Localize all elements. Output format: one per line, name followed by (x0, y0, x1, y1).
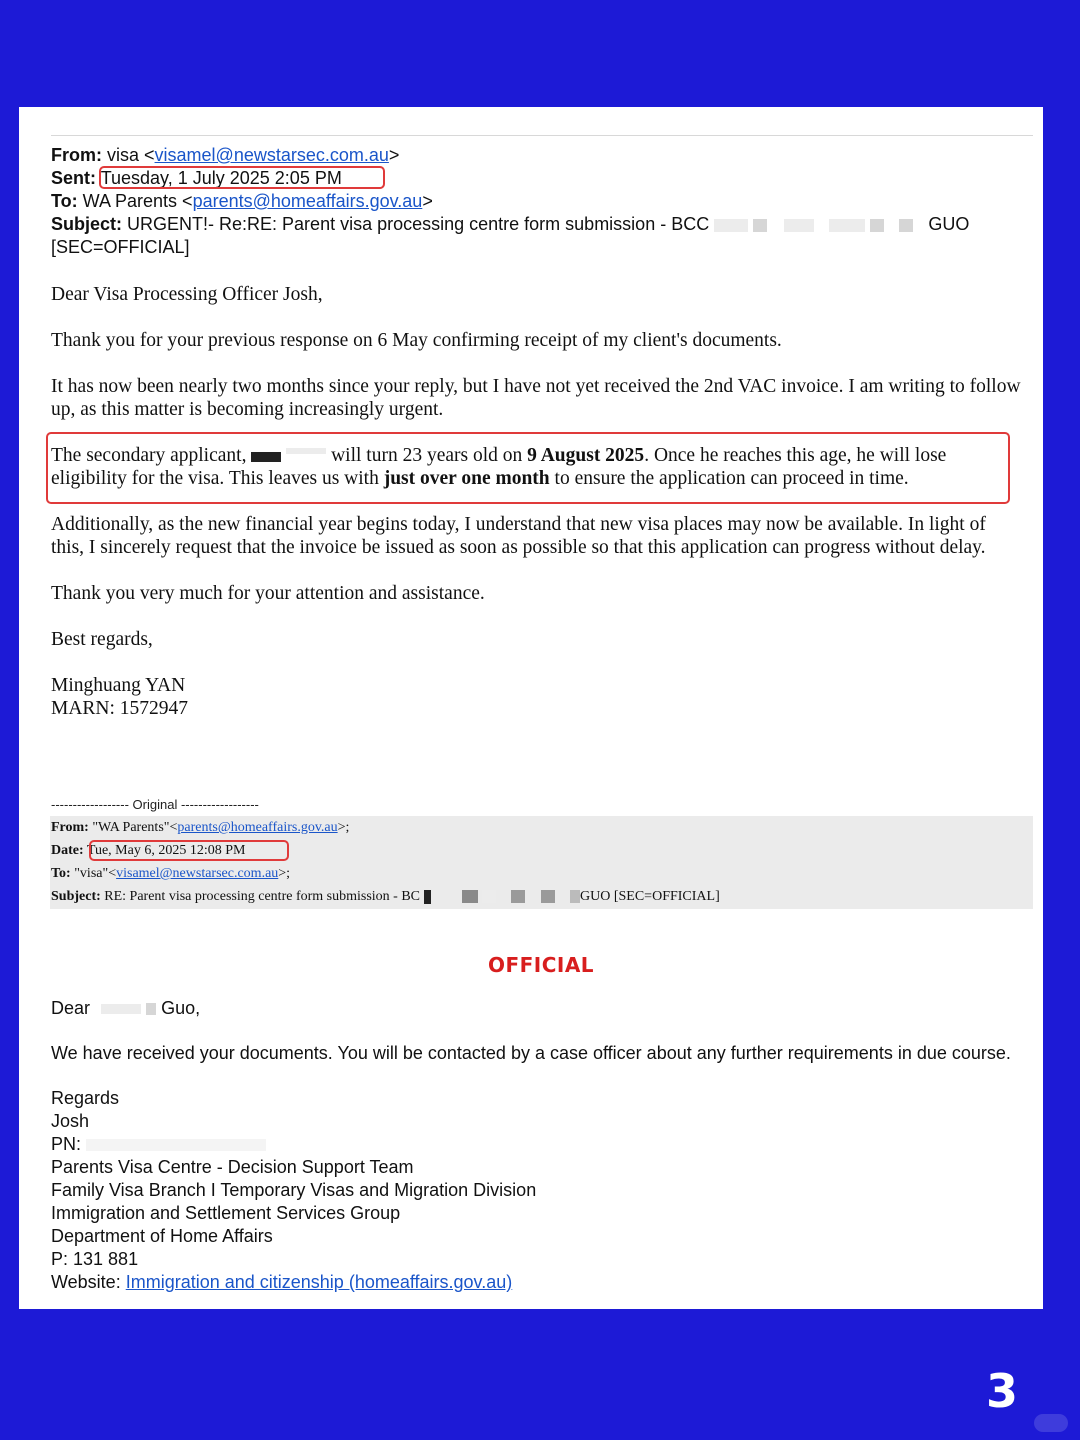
regards: Regards (51, 1088, 120, 1108)
redaction (870, 219, 884, 232)
to-close: > (422, 191, 433, 211)
redaction (829, 219, 865, 232)
redaction (899, 219, 913, 232)
pn-row (51, 1133, 1036, 1156)
paragraph: Thank you for your previous response on 6 May confirming receipt of my client's documents. (51, 330, 782, 351)
orig-to-close: >; (278, 866, 291, 881)
branch: Family Visa Branch I Temporary Visas and Migration Division (51, 1180, 537, 1200)
to-email-link[interactable]: parents@homeaffairs.gov.au (192, 191, 423, 211)
orig-subject-label: Subject: (51, 889, 101, 904)
email-header (51, 144, 1011, 259)
redaction (482, 890, 496, 903)
redaction (86, 1139, 266, 1151)
team: Parents Visa Centre - Decision Support Team (51, 1157, 414, 1177)
text: to ensure the application can proceed in time. (554, 468, 909, 489)
orig-to-label: To: (51, 866, 71, 881)
greeting: Dear Visa Processing Officer Josh, (51, 284, 323, 305)
official-label: OFFICIAL (487, 953, 595, 977)
redaction (462, 890, 478, 903)
subject-line2: [SEC=OFFICIAL] (51, 237, 190, 257)
sent-label: Sent: (51, 168, 96, 188)
sent-value: Tuesday, 1 July 2025 2:05 PM (100, 168, 342, 188)
orig-from-row (51, 816, 1033, 839)
paragraph: It has now been nearly two months since your reply, but I have not yet received the 2nd VAC invoice. I am writing to follow up, as this matter is becoming increasingly urgent. (51, 376, 1021, 420)
website-link[interactable]: Immigration and citizenship (homeaffairs.gov.au) (125, 1272, 513, 1292)
signature-marn: MARN: 1572947 (51, 698, 189, 719)
from-close: > (388, 145, 400, 165)
to-label: To: (51, 191, 78, 211)
reply-greeting (51, 997, 1036, 1020)
subject-tail: GUO (928, 214, 970, 234)
redaction (570, 890, 580, 903)
redaction (146, 1003, 156, 1015)
deadline-date: 9 August 2025 (527, 445, 645, 466)
watermark-badge (1034, 1414, 1068, 1432)
paragraph: We have received your documents. You will be contacted by a case officer about any further requirements in due course. (51, 1043, 1011, 1063)
website-label: Website: (51, 1272, 121, 1292)
website-row (51, 1271, 1036, 1294)
text: will turn 23 years old on (331, 445, 523, 466)
from-email-link[interactable]: visamel@newstarsec.com.au (154, 145, 389, 165)
pn-label: PN: (51, 1134, 82, 1154)
text: . Once he reaches this age, he will lose eligibility for the visa. This leaves us with (51, 445, 947, 489)
date-highlight-box (86, 840, 289, 861)
email-document (19, 107, 1043, 1309)
signature-name: Minghuang YAN (51, 675, 186, 696)
emphasis: just over one month (383, 468, 550, 489)
redaction (511, 890, 525, 903)
reply-body (51, 997, 1036, 1294)
reply-name: Josh (51, 1111, 90, 1131)
text: Guo, (161, 998, 201, 1018)
redaction (714, 219, 748, 232)
redaction (101, 1004, 141, 1014)
page-number: 3 (985, 1364, 1018, 1418)
subject-value: URGENT!- Re:RE: Parent visa processing centre form submission - BCC (127, 214, 710, 234)
from-name: visa < (107, 145, 155, 165)
orig-subject-row (51, 885, 1033, 908)
redaction (753, 219, 767, 232)
orig-to-value: "visa"< (74, 866, 117, 881)
text: Dear (51, 998, 91, 1018)
orig-to-email-link[interactable]: visamel@newstarsec.com.au (116, 866, 279, 881)
subject-row (51, 213, 1011, 236)
orig-from-label: From: (51, 820, 89, 835)
orig-to-row (51, 862, 1033, 885)
paragraph: Thank you very much for your attention and assistance. (51, 583, 485, 604)
group: Immigration and Settlement Services Group (51, 1203, 401, 1223)
redaction (424, 890, 431, 904)
text: The secondary applicant, (51, 445, 247, 466)
closing: Best regards, (51, 629, 153, 650)
orig-subject-value: RE: Parent visa processing centre form submission - BC (104, 889, 421, 904)
subject-label: Subject: (51, 214, 123, 234)
department: Department of Home Affairs (51, 1226, 273, 1246)
redaction (541, 890, 555, 903)
orig-from-email-link[interactable]: parents@homeaffairs.gov.au (177, 820, 338, 835)
sent-highlight-box (99, 166, 385, 189)
to-row (51, 190, 1011, 213)
orig-date-label: Date: (51, 843, 84, 858)
orig-from-value: "WA Parents"< (92, 820, 178, 835)
redaction (784, 219, 814, 232)
paragraph: Additionally, as the new financial year begins today, I understand that new visa places may now be available. In light of this, I sincerely request that the invoice be issued as soon as possible so that this application can progress without delay. (51, 514, 986, 558)
urgent-highlight-box (46, 432, 1010, 504)
orig-from-close: >; (337, 820, 350, 835)
to-name: WA Parents < (82, 191, 193, 211)
phone: P: 131 881 (51, 1249, 139, 1269)
from-label: From: (51, 145, 102, 165)
orig-subject-tail: GUO [SEC=OFFICIAL] (580, 889, 720, 904)
from-row (51, 144, 1011, 167)
original-divider: ------------------ Original ------------------ (51, 797, 259, 812)
original-header (50, 816, 1033, 909)
orig-date-value: Tue, May 6, 2025 12:08 PM (86, 843, 246, 858)
top-divider (51, 135, 1033, 136)
